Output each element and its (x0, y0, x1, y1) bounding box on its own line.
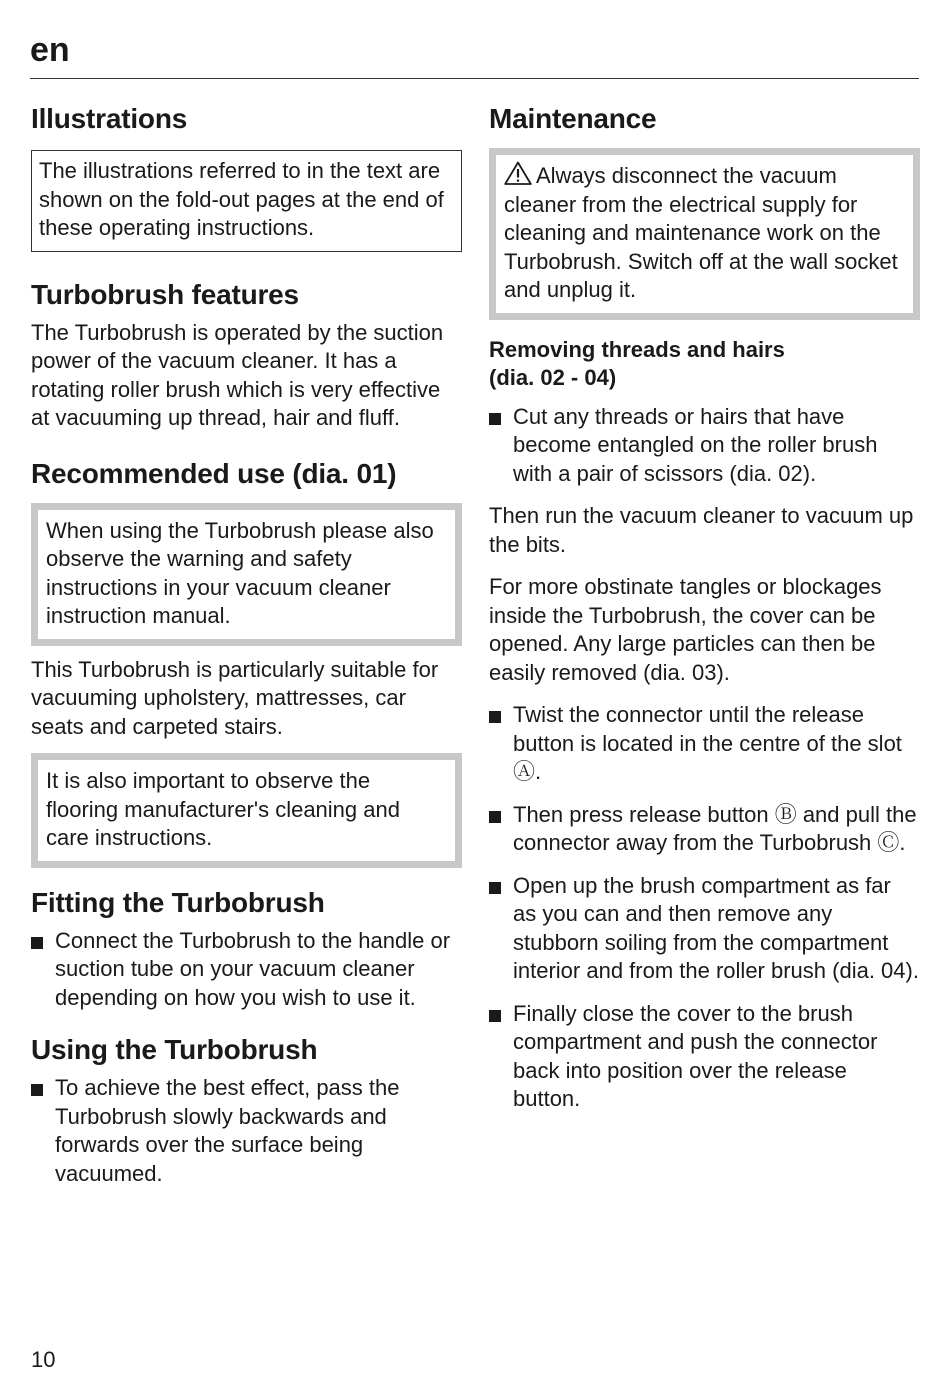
removing-bullet-2 (489, 701, 920, 787)
language-code: en (30, 31, 70, 69)
header-divider (30, 78, 919, 79)
removing-bullet-5-text: Finally close the cover to the brush compartment and push the connector back into position over the release button. (513, 1000, 878, 1111)
bullet-square-icon (489, 403, 513, 489)
recommended-note-box (31, 503, 462, 646)
maintenance-heading: Maintenance (489, 103, 657, 134)
fitting-bullet (31, 927, 462, 1013)
maintenance-warning-text: Always disconnect the vacuum cleaner from the electrical supply for cleaning and maintenance work on the Turbobrush. Switch off at the wall socket and unplug it. (504, 163, 898, 302)
page-number: 10 (31, 1347, 56, 1372)
bullet-square-icon (489, 801, 513, 858)
removing-bullet-1-text: Cut any threads or hairs that have become entangled on the roller brush with a pair of scissors (dia. 02). (513, 403, 878, 486)
bullet-square-icon (489, 872, 513, 986)
fitting-bullet-text: Connect the Turbobrush to the handle or suction tube on your vacuum cleaner depending on how you wish to use it. (55, 927, 451, 1010)
bullet-square-icon (489, 1000, 513, 1114)
using-bullet-text: To achieve the best effect, pass the Turbobrush slowly backwards and forwards over the surface being vacuumed. (55, 1075, 400, 1186)
flooring-note-text: It is also important to observe the flooring manufacturer's cleaning and care instructions. (46, 768, 400, 850)
maintenance-warning (504, 161, 905, 305)
removing-bullet-3 (489, 801, 920, 858)
removing-bullet-2-text: Twist the connector until the release button is located in the centre of the slot Ⓐ. (513, 702, 902, 784)
maintenance-warning-box (489, 148, 920, 320)
features-body: The Turbobrush is operated by the suction power of the vacuum cleaner. It has a rotating roller brush which is very effective at vacuuming up thread, hair and fluff. (31, 319, 444, 430)
flooring-note-box (31, 753, 462, 868)
bullet-square-icon (31, 1074, 55, 1188)
illustrations-note-box (31, 150, 462, 252)
illustrations-heading: Illustrations (31, 103, 188, 134)
removing-heading (489, 336, 920, 393)
removing-bullet-1 (489, 403, 920, 489)
features-heading: Turbobrush features (31, 278, 299, 310)
removing-heading-line2: (dia. 02 - 04) (489, 365, 617, 390)
using-heading: Using the Turbobrush (31, 1034, 318, 1065)
removing-bullet-3-text: Then press release button Ⓑ and pull the connector away from the Turbobrush Ⓒ. (513, 801, 917, 855)
right-column (489, 100, 920, 1114)
bullet-square-icon (489, 701, 513, 787)
recommended-body: This Turbobrush is particularly suitable for vacuuming upholstery, mattresses, car seats and carpeted stairs. (31, 656, 439, 739)
recommended-use-heading: Recommended use (dia. 01) (31, 457, 397, 489)
removing-heading-line1: Removing threads and hairs (489, 336, 785, 362)
recommended-note-text: When using the Turbobrush please also observe the warning and safety instructions in your vacuum cleaner instruction manual. (46, 517, 434, 628)
bullet-square-icon (31, 927, 55, 1013)
removing-para-1: Then run the vacuum cleaner to vacuum up the bits. (489, 503, 914, 557)
removing-bullet-5 (489, 1000, 920, 1114)
illustrations-note-text: The illustrations referred to in the text are shown on the fold-out pages at the end of these operating instructions. (39, 158, 444, 240)
removing-bullet-4 (489, 872, 920, 986)
fitting-heading: Fitting the Turbobrush (31, 886, 325, 918)
removing-para-2: For more obstinate tangles or blockages inside the Turbobrush, the cover can be opened. Any large particles can then be easily removed (dia. 03). (489, 574, 882, 685)
removing-bullet-4-text: Open up the brush compartment as far as you can and then remove any stubborn soiling from the compartment interior and from the roller brush (dia. 04). (513, 872, 919, 983)
left-column (31, 100, 462, 1188)
warning-triangle-icon (504, 161, 532, 185)
using-bullet (31, 1074, 462, 1188)
